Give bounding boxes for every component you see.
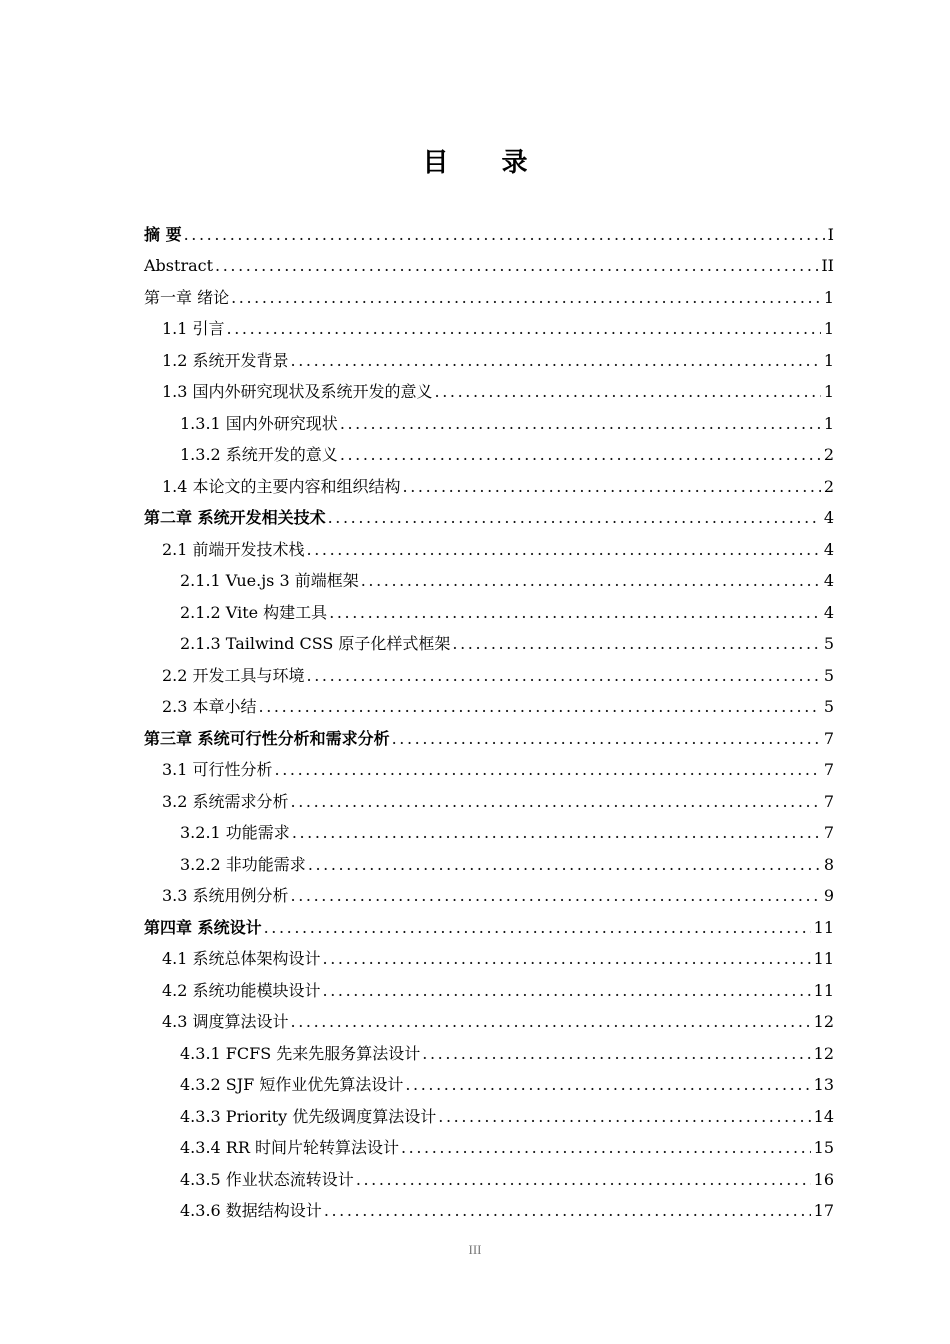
dot-leader (403, 477, 821, 497)
toc-entry-label: 4.3 调度算法设计 (162, 1012, 289, 1032)
table-of-contents (0, 219, 950, 1227)
toc-entry-page: 7 (823, 823, 834, 843)
toc-entry-label: 1.2 系统开发背景 (162, 350, 289, 370)
dot-leader (291, 886, 821, 906)
dot-leader (422, 1044, 810, 1064)
toc-entry-page: 1 (823, 413, 834, 433)
toc-entry-page: 1 (823, 382, 834, 402)
toc-entry-page: 1 (823, 319, 834, 339)
dot-leader (307, 666, 821, 686)
toc-entry[interactable] (0, 1007, 950, 1039)
toc-entry-label: 2.1 前端开发技术栈 (162, 539, 305, 559)
toc-entry-page: 7 (823, 760, 834, 780)
toc-entry[interactable] (0, 755, 950, 787)
toc-entry[interactable] (0, 282, 950, 314)
dot-leader (291, 1012, 811, 1032)
toc-entry-label: 3.3 系统用例分析 (162, 886, 289, 906)
toc-entry-label: 3.2.2 非功能需求 (180, 854, 306, 874)
toc-entry-page: 7 (823, 791, 834, 811)
toc-entry-label: 第三章 系统可行性分析和需求分析 (144, 728, 390, 748)
toc-entry-page: 4 (823, 571, 834, 591)
toc-entry-page: 17 (813, 1201, 834, 1221)
toc-entry-page: 12 (813, 1043, 834, 1063)
toc-entry-page: II (821, 256, 834, 276)
page-number: III (468, 1242, 482, 1257)
dot-leader (264, 918, 811, 938)
toc-entry-page: 12 (813, 1012, 834, 1032)
toc-entry[interactable] (0, 912, 950, 944)
toc-entry-label: 3.2 系统需求分析 (162, 791, 289, 811)
dot-leader (435, 382, 821, 402)
toc-entry-page: 1 (823, 287, 834, 307)
toc-entry[interactable] (0, 314, 950, 346)
toc-entry-label: 4.3.5 作业状态流转设计 (180, 1169, 354, 1189)
dot-leader (405, 1075, 810, 1095)
toc-entry-label: 1.3.1 国内外研究现状 (180, 413, 338, 433)
toc-entry-label: 4.3.3 Priority 优先级调度算法设计 (180, 1106, 437, 1126)
dot-leader (184, 225, 825, 245)
toc-entry-page: 11 (813, 980, 834, 1000)
toc-entry-label: Abstract (144, 256, 214, 276)
toc-entry-page: 7 (823, 728, 834, 748)
dot-leader (227, 319, 821, 339)
toc-entry[interactable] (0, 692, 950, 724)
dot-leader (323, 949, 811, 969)
toc-entry-label: 4.3.2 SJF 短作业优先算法设计 (180, 1075, 404, 1095)
toc-entry-page: 11 (813, 949, 834, 969)
toc-entry-page: 2 (823, 445, 834, 465)
toc-entry-label: 1.4 本论文的主要内容和组织结构 (162, 476, 401, 496)
toc-entry[interactable] (0, 1133, 950, 1165)
toc-entry-label: 2.2 开发工具与环境 (162, 665, 305, 685)
toc-entry-page: 16 (813, 1169, 834, 1189)
toc-entry[interactable] (0, 408, 950, 440)
toc-entry[interactable] (0, 660, 950, 692)
toc-entry[interactable] (0, 849, 950, 881)
dot-leader (438, 1107, 810, 1127)
toc-entry[interactable] (0, 377, 950, 409)
page-title: 目 录 (422, 148, 550, 178)
toc-entry[interactable] (0, 534, 950, 566)
dot-leader (308, 855, 821, 875)
dot-leader (307, 540, 821, 560)
toc-entry-page: 8 (823, 854, 834, 874)
toc-entry[interactable] (0, 503, 950, 535)
toc-entry-page: 5 (823, 665, 834, 685)
toc-entry[interactable] (0, 597, 950, 629)
toc-entry-label: 4.3.1 FCFS 先来先服务算法设计 (180, 1043, 421, 1063)
toc-entry-page: 4 (823, 602, 834, 622)
toc-entry-label: 1.1 引言 (162, 319, 225, 339)
toc-entry-label: 3.2.1 功能需求 (180, 823, 290, 843)
toc-entry-label: 4.3.6 数据结构设计 (180, 1201, 322, 1221)
toc-entry-page: 9 (823, 886, 834, 906)
toc-entry[interactable] (0, 1101, 950, 1133)
toc-entry[interactable] (0, 471, 950, 503)
dot-leader (231, 288, 821, 308)
dot-leader (292, 823, 821, 843)
toc-entry[interactable] (0, 1164, 950, 1196)
dot-leader (328, 508, 821, 528)
toc-entry-label: 摘 要 (144, 224, 182, 244)
toc-entry[interactable] (0, 1196, 950, 1228)
dot-leader (291, 792, 821, 812)
dot-leader (361, 571, 821, 591)
toc-entry-label: 2.1.1 Vue.js 3 前端框架 (180, 571, 359, 591)
toc-entry-label: 2.1.3 Tailwind CSS 原子化样式框架 (180, 634, 451, 654)
toc-entry[interactable] (0, 345, 950, 377)
dot-leader (259, 697, 821, 717)
dot-leader (324, 1201, 811, 1221)
dot-leader (275, 760, 821, 780)
toc-entry[interactable] (0, 975, 950, 1007)
dot-leader (323, 981, 811, 1001)
toc-entry[interactable] (0, 219, 950, 251)
dot-leader (392, 729, 821, 749)
toc-entry[interactable] (0, 566, 950, 598)
toc-entry[interactable] (0, 629, 950, 661)
toc-entry[interactable] (0, 944, 950, 976)
toc-entry-label: 4.2 系统功能模块设计 (162, 980, 321, 1000)
toc-entry-page: 14 (813, 1106, 834, 1126)
toc-entry-page: 15 (813, 1138, 834, 1158)
toc-entry-page: 4 (823, 508, 834, 528)
dot-leader (329, 603, 821, 623)
dot-leader (215, 256, 818, 276)
toc-entry-page: 13 (813, 1075, 834, 1095)
toc-entry-label: 3.1 可行性分析 (162, 760, 273, 780)
toc-entry-label: 第四章 系统设计 (144, 917, 262, 937)
toc-entry-label: 第一章 绪论 (144, 287, 230, 307)
dot-leader (291, 351, 821, 371)
toc-entry-page: 11 (813, 917, 834, 937)
toc-entry[interactable] (0, 881, 950, 913)
dot-leader (401, 1138, 811, 1158)
dot-leader (340, 414, 821, 434)
toc-entry-page: 5 (823, 697, 834, 717)
toc-entry[interactable] (0, 786, 950, 818)
toc-entry-label: 4.3.4 RR 时间片轮转算法设计 (180, 1138, 399, 1158)
dot-leader (340, 445, 821, 465)
toc-entry-page: 2 (823, 476, 834, 496)
toc-entry[interactable] (0, 818, 950, 850)
toc-entry-page: 4 (823, 539, 834, 559)
toc-entry-label: 2.3 本章小结 (162, 697, 257, 717)
toc-entry[interactable] (0, 723, 950, 755)
toc-entry[interactable] (0, 1038, 950, 1070)
toc-entry[interactable] (0, 1070, 950, 1102)
toc-entry-label: 1.3.2 系统开发的意义 (180, 445, 338, 465)
toc-entry[interactable] (0, 440, 950, 472)
dot-leader (356, 1170, 811, 1190)
toc-entry-page: 1 (823, 350, 834, 370)
toc-entry-page: 5 (823, 634, 834, 654)
toc-entry-label: 2.1.2 Vite 构建工具 (180, 602, 328, 622)
toc-entry-label: 第二章 系统开发相关技术 (144, 508, 326, 528)
toc-entry-label: 1.3 国内外研究现状及系统开发的意义 (162, 382, 433, 402)
dot-leader (452, 634, 820, 654)
toc-entry-label: 4.1 系统总体架构设计 (162, 949, 321, 969)
toc-entry-page: I (827, 224, 834, 244)
toc-entry[interactable] (0, 251, 950, 283)
